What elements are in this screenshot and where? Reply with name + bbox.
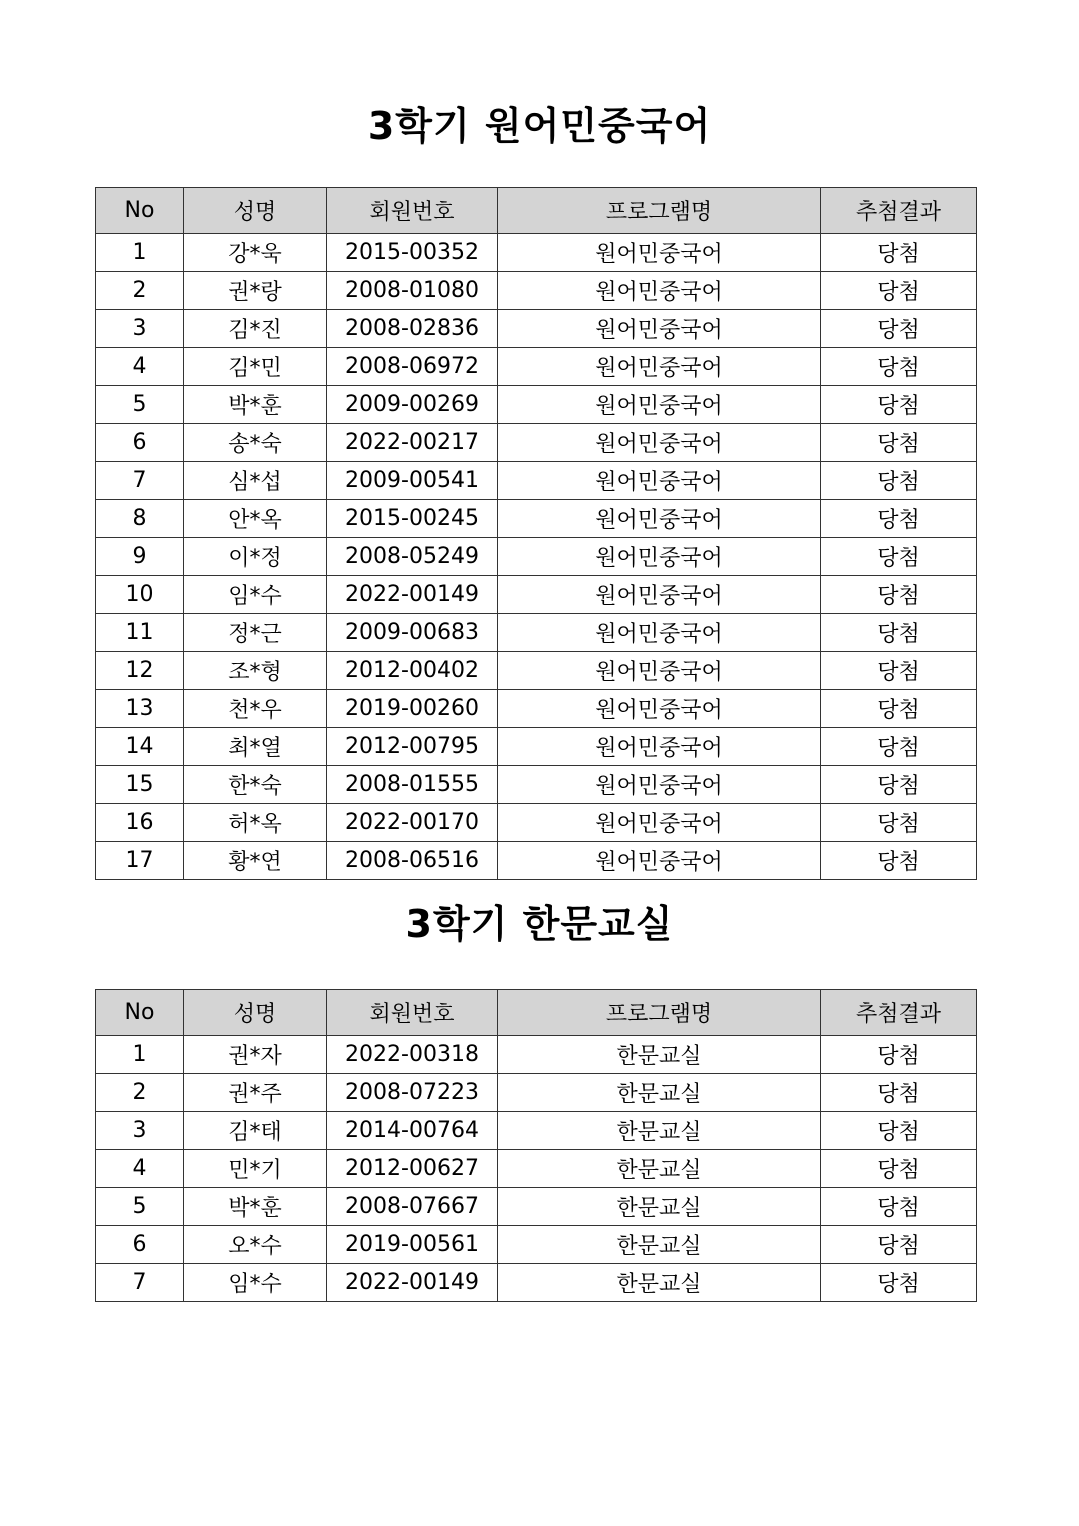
cell-name: 조*형: [184, 652, 327, 690]
header-lottery-result: 추첨결과: [821, 990, 977, 1036]
cell-name: 심*섭: [184, 462, 327, 500]
cell-lottery-result: 당첨: [821, 766, 977, 804]
cell-lottery-result: 당첨: [821, 1188, 977, 1226]
cell-lottery-result: 당첨: [821, 538, 977, 576]
header-member-number: 회원번호: [327, 990, 498, 1036]
header-member-number: 회원번호: [327, 188, 498, 234]
cell-name: 김*태: [184, 1112, 327, 1150]
cell-no: 3: [96, 1112, 184, 1150]
table-row: [96, 272, 977, 310]
cell-program-name: 원어민중국어: [498, 462, 821, 500]
table-row: [96, 1112, 977, 1150]
cell-member-number: 2012-00627: [327, 1150, 498, 1188]
cell-name: 강*욱: [184, 234, 327, 272]
cell-member-number: 2015-00352: [327, 234, 498, 272]
cell-program-name: 한문교실: [498, 1226, 821, 1264]
cell-program-name: 원어민중국어: [498, 424, 821, 462]
cell-program-name: 원어민중국어: [498, 576, 821, 614]
cell-program-name: 한문교실: [498, 1188, 821, 1226]
cell-lottery-result: 당첨: [821, 1150, 977, 1188]
cell-name: 민*기: [184, 1150, 327, 1188]
cell-program-name: 원어민중국어: [498, 386, 821, 424]
cell-lottery-result: 당첨: [821, 386, 977, 424]
cell-program-name: 한문교실: [498, 1112, 821, 1150]
cell-no: 10: [96, 576, 184, 614]
cell-no: 7: [96, 462, 184, 500]
cell-member-number: 2012-00402: [327, 652, 498, 690]
cell-member-number: 2019-00561: [327, 1226, 498, 1264]
cell-no: 4: [96, 1150, 184, 1188]
cell-lottery-result: 당첨: [821, 690, 977, 728]
table-row: [96, 1036, 977, 1074]
cell-program-name: 원어민중국어: [498, 842, 821, 880]
table-body: [96, 1036, 977, 1302]
cell-lottery-result: 당첨: [821, 348, 977, 386]
cell-name: 정*근: [184, 614, 327, 652]
cell-name: 김*진: [184, 310, 327, 348]
cell-name: 안*옥: [184, 500, 327, 538]
cell-name: 권*자: [184, 1036, 327, 1074]
table-row: [96, 424, 977, 462]
header-no: No: [96, 188, 184, 234]
header-program-name: 프로그램명: [498, 188, 821, 234]
table-row: [96, 386, 977, 424]
cell-lottery-result: 당첨: [821, 272, 977, 310]
cell-name: 이*정: [184, 538, 327, 576]
table-row: [96, 690, 977, 728]
cell-member-number: 2008-07223: [327, 1074, 498, 1112]
cell-program-name: 원어민중국어: [498, 500, 821, 538]
cell-member-number: 2009-00683: [327, 614, 498, 652]
cell-member-number: 2008-05249: [327, 538, 498, 576]
header-lottery-result: 추첨결과: [821, 188, 977, 234]
cell-member-number: 2012-00795: [327, 728, 498, 766]
cell-lottery-result: 당첨: [821, 614, 977, 652]
table-row: [96, 348, 977, 386]
cell-no: 6: [96, 1226, 184, 1264]
cell-program-name: 원어민중국어: [498, 804, 821, 842]
table-body: [96, 234, 977, 880]
section-title-hanmun: 3학기 한문교실: [405, 902, 674, 946]
cell-program-name: 원어민중국어: [498, 652, 821, 690]
cell-lottery-result: 당첨: [821, 1112, 977, 1150]
table-row: [96, 614, 977, 652]
cell-name: 최*열: [184, 728, 327, 766]
cell-program-name: 한문교실: [498, 1264, 821, 1302]
cell-no: 1: [96, 1036, 184, 1074]
cell-program-name: 원어민중국어: [498, 728, 821, 766]
table-row: [96, 1226, 977, 1264]
cell-member-number: 2008-01555: [327, 766, 498, 804]
cell-no: 3: [96, 310, 184, 348]
cell-lottery-result: 당첨: [821, 424, 977, 462]
cell-member-number: 2022-00318: [327, 1036, 498, 1074]
table-row: [96, 728, 977, 766]
cell-no: 9: [96, 538, 184, 576]
cell-name: 송*숙: [184, 424, 327, 462]
cell-no: 17: [96, 842, 184, 880]
cell-member-number: 2008-01080: [327, 272, 498, 310]
cell-name: 임*수: [184, 576, 327, 614]
table-row: [96, 500, 977, 538]
cell-member-number: 2022-00149: [327, 1264, 498, 1302]
cell-member-number: 2015-00245: [327, 500, 498, 538]
table-row: [96, 538, 977, 576]
cell-name: 김*민: [184, 348, 327, 386]
cell-lottery-result: 당첨: [821, 462, 977, 500]
table-row: [96, 1074, 977, 1112]
table-row: [96, 576, 977, 614]
cell-program-name: 원어민중국어: [498, 538, 821, 576]
table-row: [96, 310, 977, 348]
cell-name: 천*우: [184, 690, 327, 728]
table-row: [96, 234, 977, 272]
table-row: [96, 652, 977, 690]
header-name: 성명: [184, 990, 327, 1036]
header-program-name: 프로그램명: [498, 990, 821, 1036]
cell-name: 권*랑: [184, 272, 327, 310]
table-row: [96, 1188, 977, 1226]
cell-program-name: 원어민중국어: [498, 234, 821, 272]
cell-member-number: 2008-06972: [327, 348, 498, 386]
cell-no: 15: [96, 766, 184, 804]
table-header-row: [96, 188, 977, 234]
cell-member-number: 2014-00764: [327, 1112, 498, 1150]
cell-no: 1: [96, 234, 184, 272]
cell-lottery-result: 당첨: [821, 842, 977, 880]
cell-name: 권*주: [184, 1074, 327, 1112]
cell-name: 황*연: [184, 842, 327, 880]
cell-lottery-result: 당첨: [821, 728, 977, 766]
section-title-chinese: 3학기 원어민중국어: [367, 104, 712, 148]
table-row: [96, 766, 977, 804]
table-row: [96, 1264, 977, 1302]
cell-name: 박*훈: [184, 386, 327, 424]
cell-program-name: 한문교실: [498, 1036, 821, 1074]
table-row: [96, 462, 977, 500]
cell-member-number: 2008-06516: [327, 842, 498, 880]
cell-lottery-result: 당첨: [821, 1074, 977, 1112]
cell-lottery-result: 당첨: [821, 804, 977, 842]
table-row: [96, 1150, 977, 1188]
cell-name: 박*훈: [184, 1188, 327, 1226]
cell-name: 허*옥: [184, 804, 327, 842]
cell-program-name: 한문교실: [498, 1074, 821, 1112]
cell-no: 2: [96, 1074, 184, 1112]
cell-no: 5: [96, 386, 184, 424]
lottery-table-chinese: [95, 187, 977, 880]
cell-lottery-result: 당첨: [821, 1036, 977, 1074]
cell-member-number: 2019-00260: [327, 690, 498, 728]
header-no: No: [96, 990, 184, 1036]
cell-lottery-result: 당첨: [821, 234, 977, 272]
cell-no: 5: [96, 1188, 184, 1226]
cell-name: 한*숙: [184, 766, 327, 804]
cell-no: 13: [96, 690, 184, 728]
cell-program-name: 원어민중국어: [498, 766, 821, 804]
cell-no: 12: [96, 652, 184, 690]
cell-lottery-result: 당첨: [821, 310, 977, 348]
cell-no: 2: [96, 272, 184, 310]
cell-program-name: 원어민중국어: [498, 310, 821, 348]
table-header-row: [96, 990, 977, 1036]
cell-lottery-result: 당첨: [821, 576, 977, 614]
header-name: 성명: [184, 188, 327, 234]
table-row: [96, 842, 977, 880]
cell-name: 임*수: [184, 1264, 327, 1302]
cell-program-name: 원어민중국어: [498, 272, 821, 310]
cell-program-name: 원어민중국어: [498, 690, 821, 728]
cell-program-name: 원어민중국어: [498, 348, 821, 386]
cell-lottery-result: 당첨: [821, 500, 977, 538]
cell-lottery-result: 당첨: [821, 652, 977, 690]
cell-member-number: 2022-00149: [327, 576, 498, 614]
cell-member-number: 2022-00217: [327, 424, 498, 462]
cell-member-number: 2009-00541: [327, 462, 498, 500]
table-row: [96, 804, 977, 842]
lottery-table-hanmun: [95, 989, 977, 1302]
cell-no: 7: [96, 1264, 184, 1302]
cell-member-number: 2022-00170: [327, 804, 498, 842]
cell-no: 14: [96, 728, 184, 766]
cell-no: 11: [96, 614, 184, 652]
cell-lottery-result: 당첨: [821, 1264, 977, 1302]
cell-member-number: 2008-02836: [327, 310, 498, 348]
cell-no: 8: [96, 500, 184, 538]
cell-name: 오*수: [184, 1226, 327, 1264]
cell-no: 16: [96, 804, 184, 842]
cell-no: 6: [96, 424, 184, 462]
cell-lottery-result: 당첨: [821, 1226, 977, 1264]
cell-member-number: 2008-07667: [327, 1188, 498, 1226]
cell-member-number: 2009-00269: [327, 386, 498, 424]
cell-program-name: 한문교실: [498, 1150, 821, 1188]
cell-program-name: 원어민중국어: [498, 614, 821, 652]
cell-no: 4: [96, 348, 184, 386]
